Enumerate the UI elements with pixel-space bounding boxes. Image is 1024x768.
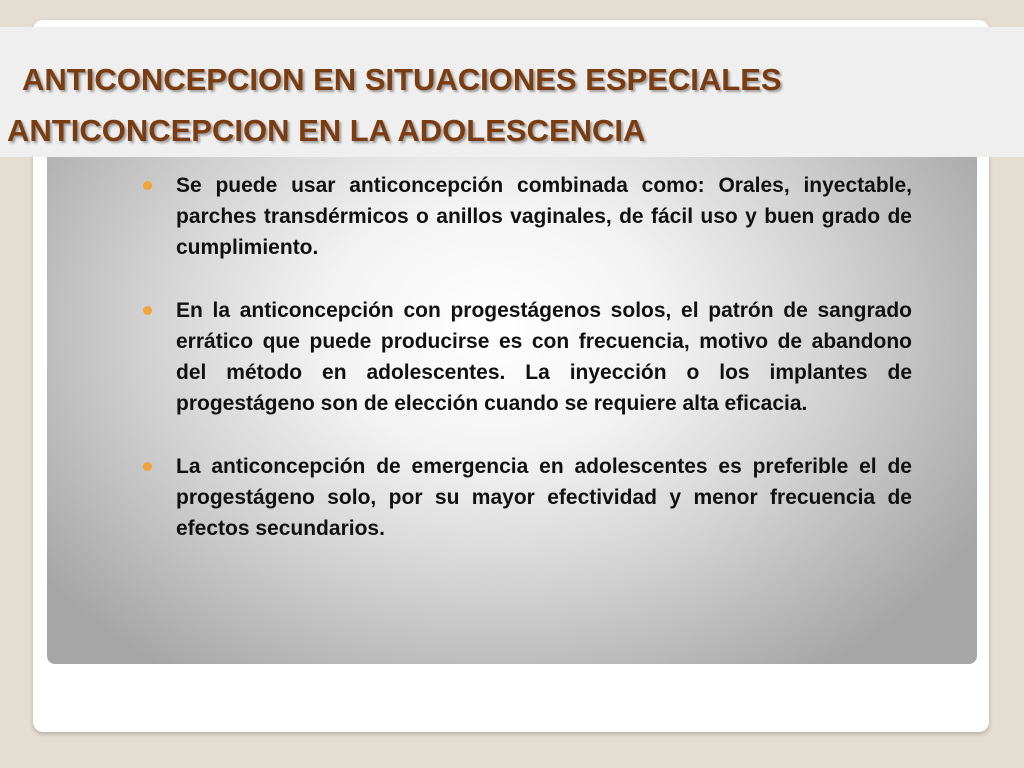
bullet-text: En la anticoncepción con progestágenos solos, el patrón de sangrado errático que puede producirse es con frecuencia, motivo de abandono del método en adolescentes. La inyección o los implantes de progestágeno son de elección cuando se requiere alta eficacia. <box>176 299 912 415</box>
bullet-text: La anticoncepción de emergencia en adolescentes es preferible el de progestágeno solo, por su mayor efectividad y menor frecuencia de efectos secundarios. <box>176 455 912 540</box>
bullet-list <box>142 170 912 576</box>
orange-dot-icon <box>143 306 152 315</box>
bullet-text: Se puede usar anticoncepción combinada como: Orales, inyectable, parches transdérmicos o anillos vaginales, de fácil uso y buen grado de cumplimiento. <box>176 174 912 259</box>
bullet-item <box>142 295 912 419</box>
slide-title-line-1: ANTICONCEPCION EN SITUACIONES ESPECIALES <box>22 62 782 97</box>
bullet-item <box>142 170 912 263</box>
orange-dot-icon <box>143 181 152 190</box>
bullet-item <box>142 451 912 544</box>
orange-dot-icon <box>143 462 152 471</box>
slide-title-line-2: ANTICONCEPCION EN LA ADOLESCENCIA <box>7 113 646 148</box>
